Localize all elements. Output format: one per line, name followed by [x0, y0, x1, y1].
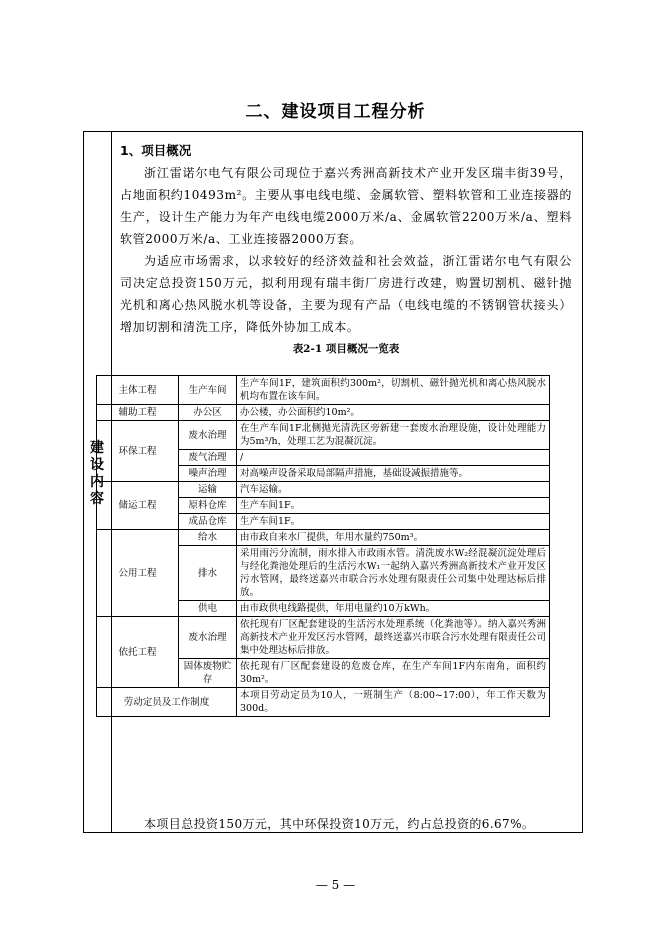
description-cell: 由市政自来水厂提供，年用水量约750m³。 — [237, 530, 550, 546]
subitem-cell: 固体废物贮存 — [179, 659, 237, 688]
page-title: 二、建设项目工程分析 — [245, 102, 426, 122]
description-cell: 生产车间1F。 — [237, 498, 550, 514]
section-heading: 1、项目概况 — [120, 143, 192, 158]
side-label-char: 建 — [90, 440, 104, 456]
subitem-cell: 原料仓库 — [179, 498, 237, 514]
side-label-char: 设 — [90, 457, 104, 473]
table-row — [97, 482, 550, 498]
subitem-cell: 废气治理 — [179, 450, 237, 466]
description-cell: 由市政供电线路提供，年用电量约10万kWh。 — [237, 601, 550, 617]
table-row — [97, 530, 550, 546]
description-cell: 采用雨污分流制，雨水排入市政雨水管。清洗废水W₂经混凝沉淀处理后与经化粪池处理后的生活污水W₁一起纳入嘉兴秀洲高新技术产业开发区污水管网，最终送嘉兴市联合污水处理有限责任公司集中处理达标后排放。 — [237, 546, 550, 601]
description-cell: 生产车间1F。 — [237, 514, 550, 530]
subitem-cell: 成品仓库 — [179, 514, 237, 530]
subitem-cell: 噪声治理 — [179, 466, 237, 482]
subitem-cell: 废水治理 — [179, 617, 237, 659]
side-label-char: 容 — [90, 491, 104, 507]
description-cell: 汽车运输。 — [237, 482, 550, 498]
description-cell: 办公楼，办公面积约10m²。 — [237, 405, 550, 421]
description-cell: 依托现有厂区配套建设的生活污水处理系统（化粪池等）。纳入嘉兴秀洲高新技术产业开发区污水管网，最终送嘉兴市联合污水处理有限责任公司集中处理达标后排放。 — [237, 617, 550, 659]
paragraph: 为适应市场需求，以求较好的经济效益和社会效益，浙江雷诺尔电气有限公司决定总投资150万元，拟利用现有瑞丰街厂房进行改建，购置切割机、磁针抛光机和离心热风脱水机等设备，主要为现有产品（电线电缆的不锈钢管状接头）增加切割和清洗工序，降低外协加工成本。 — [120, 254, 572, 334]
page-number: — 5 — — [315, 878, 356, 892]
category-cell: 环保工程 — [97, 421, 179, 482]
paragraph: 浙江雷诺尔电气有限公司现位于嘉兴秀洲高新技术产业开发区瑞丰街39号，占地面积约10493m²。主要从事电线电缆、金属软管、塑料软管和工业连接器的生产，设计生产能力为年产电线电缆2000万米/a、金属软管2200万米/a、塑料软管2000万米/a、工业连接器2000万套。 — [120, 166, 572, 246]
subitem-cell: 办公区 — [179, 405, 237, 421]
content-area — [120, 140, 572, 357]
description-cell: 本项目劳动定员为10人，一班制生产（8:00~17:00），年工作天数为300d。 — [237, 688, 550, 717]
category-cell: 辅助工程 — [97, 405, 179, 421]
table-row — [97, 688, 550, 717]
subitem-cell: 废水治理 — [179, 421, 237, 450]
description-cell: 依托现有厂区配套建设的危废仓库，在生产车间1F内东南角，面积约30m²。 — [237, 659, 550, 688]
table-row — [97, 617, 550, 659]
subitem-cell: 给水 — [179, 530, 237, 546]
category-cell: 劳动定员及工作制度 — [97, 688, 237, 717]
category-cell: 依托工程 — [97, 617, 179, 688]
category-cell: 储运工程 — [97, 482, 179, 530]
description-cell: 生产车间1F，建筑面积约300m²，切割机、磁针抛光机和离心热风脱水机均布置在该车间。 — [237, 376, 550, 405]
description-cell: / — [237, 450, 550, 466]
subitem-cell: 运输 — [179, 482, 237, 498]
subitem-cell: 供电 — [179, 601, 237, 617]
table-caption: 表2-1 项目概况一览表 — [292, 343, 400, 355]
description-cell: 对高噪声设备采取局部隔声措施，基础设减振措施等。 — [237, 466, 550, 482]
category-cell: 主体工程 — [97, 376, 179, 405]
investment-note: 本项目总投资150万元，其中环保投资10万元，约占总投资的6.67%。 — [144, 817, 535, 831]
category-cell: 公用工程 — [97, 530, 179, 617]
content-frame — [83, 131, 583, 833]
description-cell: 在生产车间1F北侧抛光清洗区旁新建一套废水治理设施，设计处理能力为5m³/h，处理工艺为混凝沉淀。 — [237, 421, 550, 450]
overview-table — [96, 375, 550, 717]
table-row — [97, 421, 550, 450]
side-label-char: 内 — [90, 474, 104, 490]
table-row — [97, 376, 550, 405]
subitem-cell: 排水 — [179, 546, 237, 601]
table-row — [97, 405, 550, 421]
subitem-cell: 生产车间 — [179, 376, 237, 405]
